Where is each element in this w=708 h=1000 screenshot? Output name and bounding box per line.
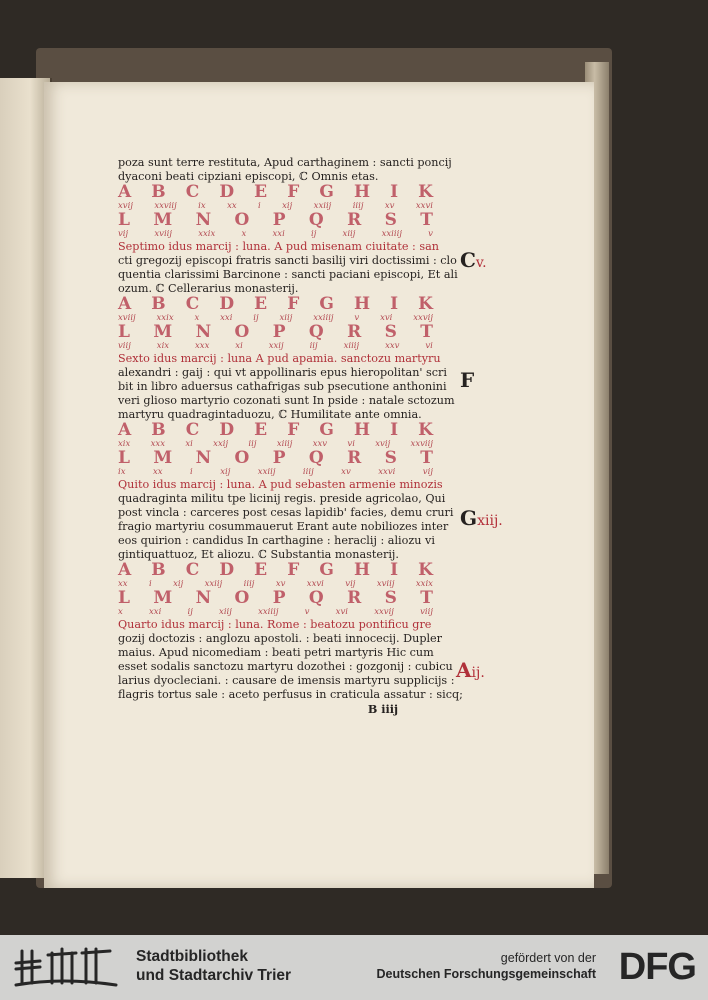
text-line: Quarto idus marcij : luna. Rome : beatozu pontificu gre	[118, 618, 432, 631]
number: xvij	[118, 201, 133, 211]
letter: S	[384, 210, 397, 230]
number: xvi	[335, 607, 348, 617]
number: iiij	[243, 579, 255, 589]
text-line: cti gregozij episcopi fratris sancti basilij viri doctissimi : clo	[118, 254, 457, 267]
number: xvi	[380, 313, 393, 323]
letter: I	[390, 182, 399, 202]
margin-dominical-letter: Aij.	[456, 658, 485, 682]
number-row	[118, 341, 433, 352]
letter: N	[195, 210, 212, 230]
letter: N	[195, 322, 212, 342]
number: xij	[173, 579, 184, 589]
number: xxiij	[257, 467, 276, 477]
text-line: dyaconi beati cipziani episcopi, ℂ Omnis etas.	[118, 170, 379, 183]
letter: S	[384, 322, 397, 342]
letter: E	[254, 560, 268, 580]
number: xv	[384, 201, 395, 211]
letter: B	[151, 560, 166, 580]
number: iij	[248, 439, 257, 449]
stadtbibliothek-logo-icon	[12, 943, 122, 991]
letter: C	[185, 294, 200, 314]
number: xv	[275, 579, 286, 589]
number: xxiiij	[313, 313, 334, 323]
letter: D	[219, 560, 235, 580]
number: xxvi	[415, 201, 433, 211]
text-line: quentia clarissimi Barcinone : sancti paciani episcopi, Et ali	[118, 268, 458, 281]
number: xxiij	[313, 201, 332, 211]
text-line: Sexto idus marcij : luna A pud apamia. sanctozu martyru	[118, 352, 441, 365]
letter: D	[219, 294, 235, 314]
text-line: post vincla : carceres post cesas lapidib' facies, demu cruri	[118, 506, 454, 519]
letter: F	[287, 420, 300, 440]
number: xv	[341, 467, 351, 477]
letter: L	[118, 588, 130, 608]
letter: H	[353, 294, 371, 314]
number: vi	[425, 341, 433, 351]
text-line: veri glioso martyrio cozonati sunt In pside : natale sctozum	[118, 394, 455, 407]
text-line: quadraginta militu tpe licinij regis. preside agricolao, Qui	[118, 492, 446, 505]
number: vij	[118, 229, 129, 239]
letter: A	[118, 294, 132, 314]
letter: F	[287, 560, 300, 580]
letter: I	[390, 294, 399, 314]
alphabet-row	[118, 562, 433, 579]
number: vij	[422, 467, 433, 477]
text-line: ozum. ℂ Cellerarius monasterij.	[118, 282, 299, 295]
letter: Q	[308, 210, 324, 230]
letter: O	[234, 588, 250, 608]
letter: P	[272, 448, 286, 468]
number: xxvij	[374, 607, 394, 617]
text-line: maius. Apud nicomediam : beati petri martyris Hic cum	[118, 646, 434, 659]
number: xvij	[375, 439, 391, 449]
alphabet-row	[118, 590, 433, 607]
letter: S	[384, 588, 397, 608]
letter: K	[418, 294, 433, 314]
letter: F	[287, 182, 300, 202]
number: iiij	[352, 201, 364, 211]
footer-banner	[0, 935, 708, 1000]
number: ij	[310, 229, 317, 239]
letter: L	[118, 210, 130, 230]
number: xviij	[118, 313, 136, 323]
number: xxviij	[154, 201, 177, 211]
letter: K	[418, 182, 433, 202]
letter: T	[420, 588, 433, 608]
letter: N	[195, 588, 212, 608]
number: xxx	[150, 439, 166, 449]
number: xxvij	[413, 313, 433, 323]
number-row	[118, 229, 433, 240]
dfg-logo: DFG	[618, 946, 696, 988]
letter: T	[420, 322, 433, 342]
number: x	[118, 607, 123, 617]
number: ij	[187, 607, 193, 617]
margin-dominical-letter: Gxiij.	[460, 506, 503, 530]
number: x	[241, 229, 247, 239]
letter: R	[347, 322, 362, 342]
letter: P	[272, 588, 286, 608]
letter: A	[118, 420, 132, 440]
number: xxi	[220, 313, 233, 323]
letter: A	[118, 560, 132, 580]
letter: G	[319, 294, 334, 314]
alphabet-table	[118, 184, 438, 240]
letter: G	[319, 182, 334, 202]
number: xix	[156, 341, 170, 351]
alphabet-table	[118, 296, 438, 352]
letter: C	[185, 560, 200, 580]
text-line: flagris tortus sale : aceto perfusus in craticula assatur : sicq;	[118, 688, 463, 701]
text-line: larius dyocleciani. : causare de imensis martyru supplicijs :	[118, 674, 455, 687]
text-line: alexandri : gaij : qui vt appollinaris epus hieropolitan' scri	[118, 366, 447, 379]
alphabet-row	[118, 184, 433, 201]
alphabet-row	[118, 450, 433, 467]
letter: M	[153, 322, 173, 342]
number: xiij	[279, 313, 293, 323]
letter: B	[151, 420, 166, 440]
letter: E	[254, 420, 268, 440]
alphabet-row	[118, 296, 433, 313]
text-line: poza sunt terre restituta, Apud carthaginem : sancti poncij	[118, 156, 452, 169]
letter: D	[219, 182, 235, 202]
letter: Q	[308, 588, 324, 608]
alphabet-table	[118, 422, 438, 478]
letter: B	[151, 294, 166, 314]
letter: K	[418, 560, 433, 580]
letter: H	[353, 420, 371, 440]
number: xxvi	[378, 467, 396, 477]
number: xxv	[385, 341, 400, 351]
text-line: bit in libro aduersus cathafrigas sub psecutione anthonini	[118, 380, 447, 393]
number: xxiiij	[258, 607, 279, 617]
number: xiiij	[276, 439, 293, 449]
letter: E	[254, 182, 268, 202]
number: ij	[253, 313, 259, 323]
number: xviij	[154, 229, 173, 239]
number: x	[194, 313, 200, 323]
letter: T	[420, 448, 433, 468]
letter: D	[219, 420, 235, 440]
letter: S	[384, 448, 397, 468]
letter: I	[390, 420, 399, 440]
number: xxi	[272, 229, 285, 239]
letter: A	[118, 182, 132, 202]
text-line: eos quirion : candidus In carthagine : heraclij : aliozu vi	[118, 534, 435, 547]
signature-mark: B iiij	[367, 702, 398, 716]
number: xxx	[195, 341, 210, 351]
number: xxi	[148, 607, 162, 617]
margin-dominical-letter: Cv.	[460, 248, 487, 272]
number: xxij	[213, 439, 229, 449]
text-line: gozij doctozis : anglozu apostoli. : beati innocecij. Dupler	[118, 632, 443, 645]
alphabet-row	[118, 212, 433, 229]
number: xxij	[268, 341, 284, 351]
letter: Q	[308, 322, 324, 342]
number: xx	[152, 467, 163, 477]
number: xx	[118, 579, 128, 589]
number: xix	[118, 439, 131, 449]
letter: G	[319, 420, 334, 440]
number: xxiiij	[381, 229, 402, 239]
text-line: martyru quadragintaduozu, ℂ Humilitate ante omnia.	[118, 408, 422, 421]
letter: P	[272, 322, 286, 342]
number: i	[148, 579, 152, 589]
number: i	[258, 201, 261, 211]
number: xxiij	[204, 579, 223, 589]
number-row	[118, 607, 433, 618]
number: viij	[118, 341, 131, 351]
number: xxix	[156, 313, 174, 323]
text-line: fragio martyriu cosummauerut Erant aute nobiliozes inter	[118, 520, 449, 533]
funding-note: gefördert von der Deutschen Forschungsgemeinschaft	[376, 951, 596, 981]
institution-name: Stadtbibliothek und Stadtarchiv Trier	[136, 948, 292, 984]
number: iiij	[302, 467, 314, 477]
letter: F	[287, 294, 300, 314]
number: xij	[220, 467, 231, 477]
page-text	[118, 156, 463, 716]
letter: C	[185, 420, 200, 440]
number: iij	[309, 341, 318, 351]
number: ix	[118, 467, 126, 477]
number: xiij	[342, 229, 356, 239]
letter: C	[185, 182, 200, 202]
number: xij	[282, 201, 293, 211]
number: xiij	[219, 607, 232, 617]
number: xiiij	[343, 341, 360, 351]
letter: H	[353, 182, 371, 202]
number: xxix	[198, 229, 216, 239]
number: xi	[235, 341, 243, 351]
text-line: Septimo idus marcij : luna. A pud misenam ciuitate : san	[118, 240, 439, 253]
letter: B	[151, 182, 166, 202]
number: i	[190, 467, 193, 477]
number: ix	[198, 201, 206, 211]
number: xxix	[415, 579, 433, 589]
letter: N	[195, 448, 212, 468]
letter: R	[347, 448, 362, 468]
letter: M	[153, 210, 173, 230]
number: xxviij	[410, 439, 433, 449]
number: vi	[347, 439, 355, 449]
number: xviij	[376, 579, 395, 589]
letter: P	[272, 210, 286, 230]
letter: G	[319, 560, 334, 580]
letter: H	[353, 560, 371, 580]
letter: Q	[308, 448, 324, 468]
text-line: Quito idus marcij : luna. A pud sebasten armenie minozis	[118, 478, 443, 491]
letter: R	[347, 588, 362, 608]
letter: O	[234, 210, 250, 230]
alphabet-row	[118, 324, 433, 341]
alphabet-row	[118, 422, 433, 439]
letter: L	[118, 448, 130, 468]
letter: I	[390, 560, 399, 580]
letter: M	[153, 448, 173, 468]
margin-dominical-letter: F	[460, 368, 475, 392]
letter: K	[418, 420, 433, 440]
number: xxv	[312, 439, 328, 449]
letter: M	[153, 588, 173, 608]
number: vij	[345, 579, 356, 589]
letter: R	[347, 210, 362, 230]
alphabet-table	[118, 562, 438, 618]
number-row	[118, 467, 433, 478]
number: v	[354, 313, 360, 323]
number: viij	[420, 607, 433, 617]
letter: L	[118, 322, 130, 342]
letter: O	[234, 448, 250, 468]
number: xx	[227, 201, 237, 211]
number: xxvi	[306, 579, 324, 589]
number: v	[304, 607, 310, 617]
number: v	[428, 229, 433, 239]
number: xi	[185, 439, 193, 449]
letter: E	[254, 294, 268, 314]
letter: T	[420, 210, 433, 230]
text-line: gintiquattuoz, Et aliozu. ℂ Substantia monasterij.	[118, 548, 399, 561]
letter: O	[234, 322, 250, 342]
text-line: esset sodalis sanctozu martyru dozothei : gozgonij : cubicu	[118, 660, 453, 673]
